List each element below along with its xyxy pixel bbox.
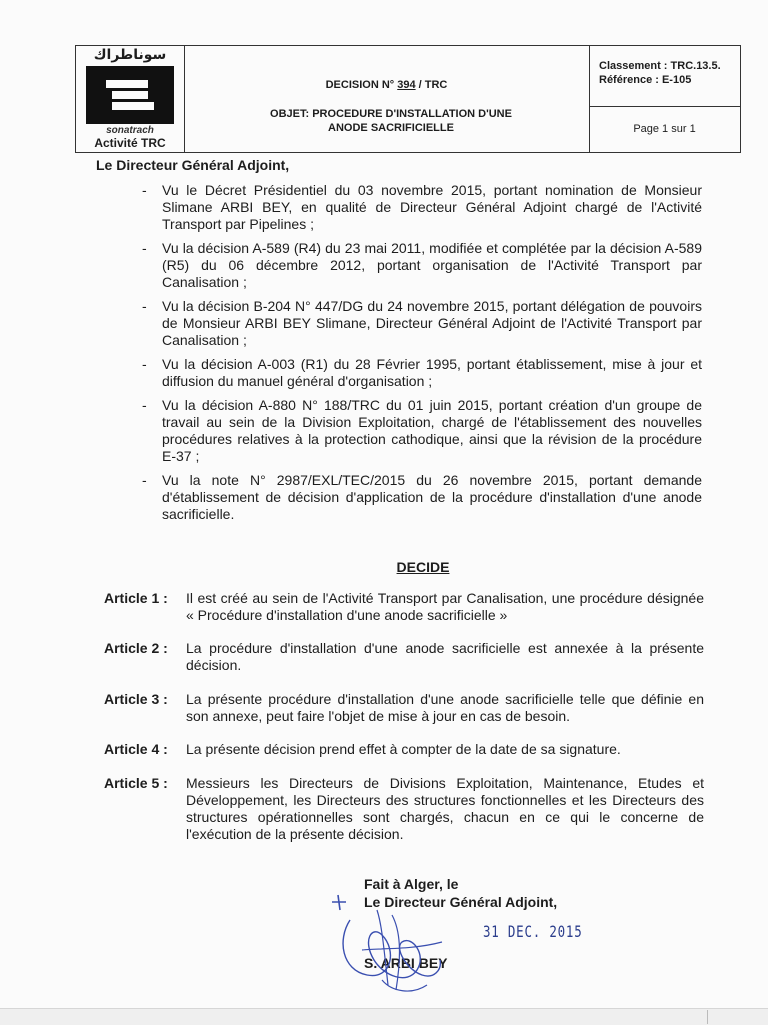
logo-brand-text: sonatrach — [106, 125, 154, 136]
handwritten-signature — [322, 880, 462, 1000]
signature-place: Fait à Alger, le — [364, 876, 459, 892]
article-3 — [104, 691, 704, 725]
decision-object — [206, 107, 576, 135]
signatory-name: S. ARBI BEY — [364, 955, 448, 971]
consideration-item: - Vu la note N° 2987/EXL/TEC/2015 du 26 novembre 2015, portant demande d'établissement de décision d'application de la procédure d'installation d'une anode sacrificielle. — [142, 472, 702, 522]
classement-cell — [589, 46, 740, 107]
article-2 — [104, 640, 704, 674]
logo-block — [76, 46, 185, 152]
decision-suffix: / TRC — [418, 79, 448, 91]
logo-activity-text: Activité TRC — [94, 136, 166, 150]
classement-info — [599, 59, 721, 87]
reference-code: Référence : E-105 — [599, 74, 692, 86]
consideration-item: - Vu la décision A-003 (R1) du 28 Février 1995, portant établissement, mise à jour et diffusion du manuel général d'organisation ; — [142, 356, 702, 389]
consideration-item: - Vu la décision B-204 N° 447/DG du 24 novembre 2015, portant délégation de pouvoirs de Monsieur ARBI BEY Slimane, Directeur Général Adjoint de l'Activité Transport par Canalisation ; — [142, 298, 702, 348]
article-text: La présente décision prend effet à compter de la date de sa signature. — [186, 741, 621, 757]
article-label: Article 4 : — [104, 741, 168, 757]
objet-line-2: ANODE SACRIFICIELLE — [328, 122, 454, 134]
article-4 — [104, 741, 704, 758]
article-text: Messieurs les Directeurs de Divisions Exploitation, Maintenance, Etudes et Développement, les Directeurs des structures fonctionnelles et les Directeurs des structures opérationnelles sont chargés, chacun en ce qui le concerne de l'exécution de la présente décision. — [186, 775, 704, 842]
consideration-item: - Vu la décision A-880 N° 188/TRC du 01 juin 2015, portant création d'un groupe de travail au sein de la Division Exploitation, chargé de l'établissement des nouvelles procédures relatives à la protection cathodique, ainsi que la révision de la procédure E-37 ; — [142, 397, 702, 464]
article-label: Article 1 : — [104, 590, 168, 606]
header-title-cell — [184, 46, 590, 152]
page-number: Page 1 sur 1 — [633, 123, 696, 135]
article-5 — [104, 775, 704, 843]
signature-title: Le Directeur Général Adjoint, — [364, 894, 558, 910]
consideration-item: - Vu le Décret Présidentiel du 03 novembre 2015, portant nomination de Monsieur Slimane ARBI BEY, en qualité de Directeur Général Adjoint chargé de l'Activité Transport par Pipelines ; — [142, 182, 702, 232]
decision-prefix: DECISION N° — [325, 79, 395, 91]
article-label: Article 2 : — [104, 640, 168, 656]
article-label: Article 3 : — [104, 691, 168, 707]
article-1 — [104, 590, 704, 624]
document-header — [75, 45, 741, 153]
scan-mark — [707, 1010, 708, 1024]
considerations-list — [142, 182, 702, 523]
article-text: Il est créé au sein de l'Activité Transport par Canalisation, une procédure désignée « Procédure d'installation d'une anode sacrificielle » — [186, 590, 704, 623]
consideration-item: - Vu la décision A-589 (R4) du 23 mai 2011, modifiée et complétée par la décision A-589 (R5) du 06 décembre 2012, portant organisation de l'Activité Transport par Canalisation ; — [142, 240, 702, 290]
article-label: Article 5 : — [104, 775, 168, 791]
classement-code: Classement : TRC.13.5. — [599, 60, 721, 72]
scan-edge — [0, 1008, 768, 1025]
logo-arabic-text: سوناطراك — [93, 47, 167, 63]
director-heading: Le Directeur Général Adjoint, — [96, 157, 290, 173]
decision-number-line — [184, 79, 589, 91]
decision-number: 394 — [397, 79, 416, 91]
sonatrach-logo-icon — [86, 66, 174, 124]
date-stamp: 31 DEC. 2015 — [483, 922, 583, 941]
objet-line-1: OBJET: PROCEDURE D'INSTALLATION D'UNE — [270, 108, 512, 120]
article-text: La procédure d'installation d'une anode sacrificielle est annexée à la présente décision. — [186, 640, 704, 673]
article-text: La présente procédure d'installation d'une anode sacrificielle telle que définie en son annexe, peut faire l'objet de mise à jour en cas de besoin. — [186, 691, 704, 724]
decide-heading: DECIDE — [396, 559, 450, 575]
